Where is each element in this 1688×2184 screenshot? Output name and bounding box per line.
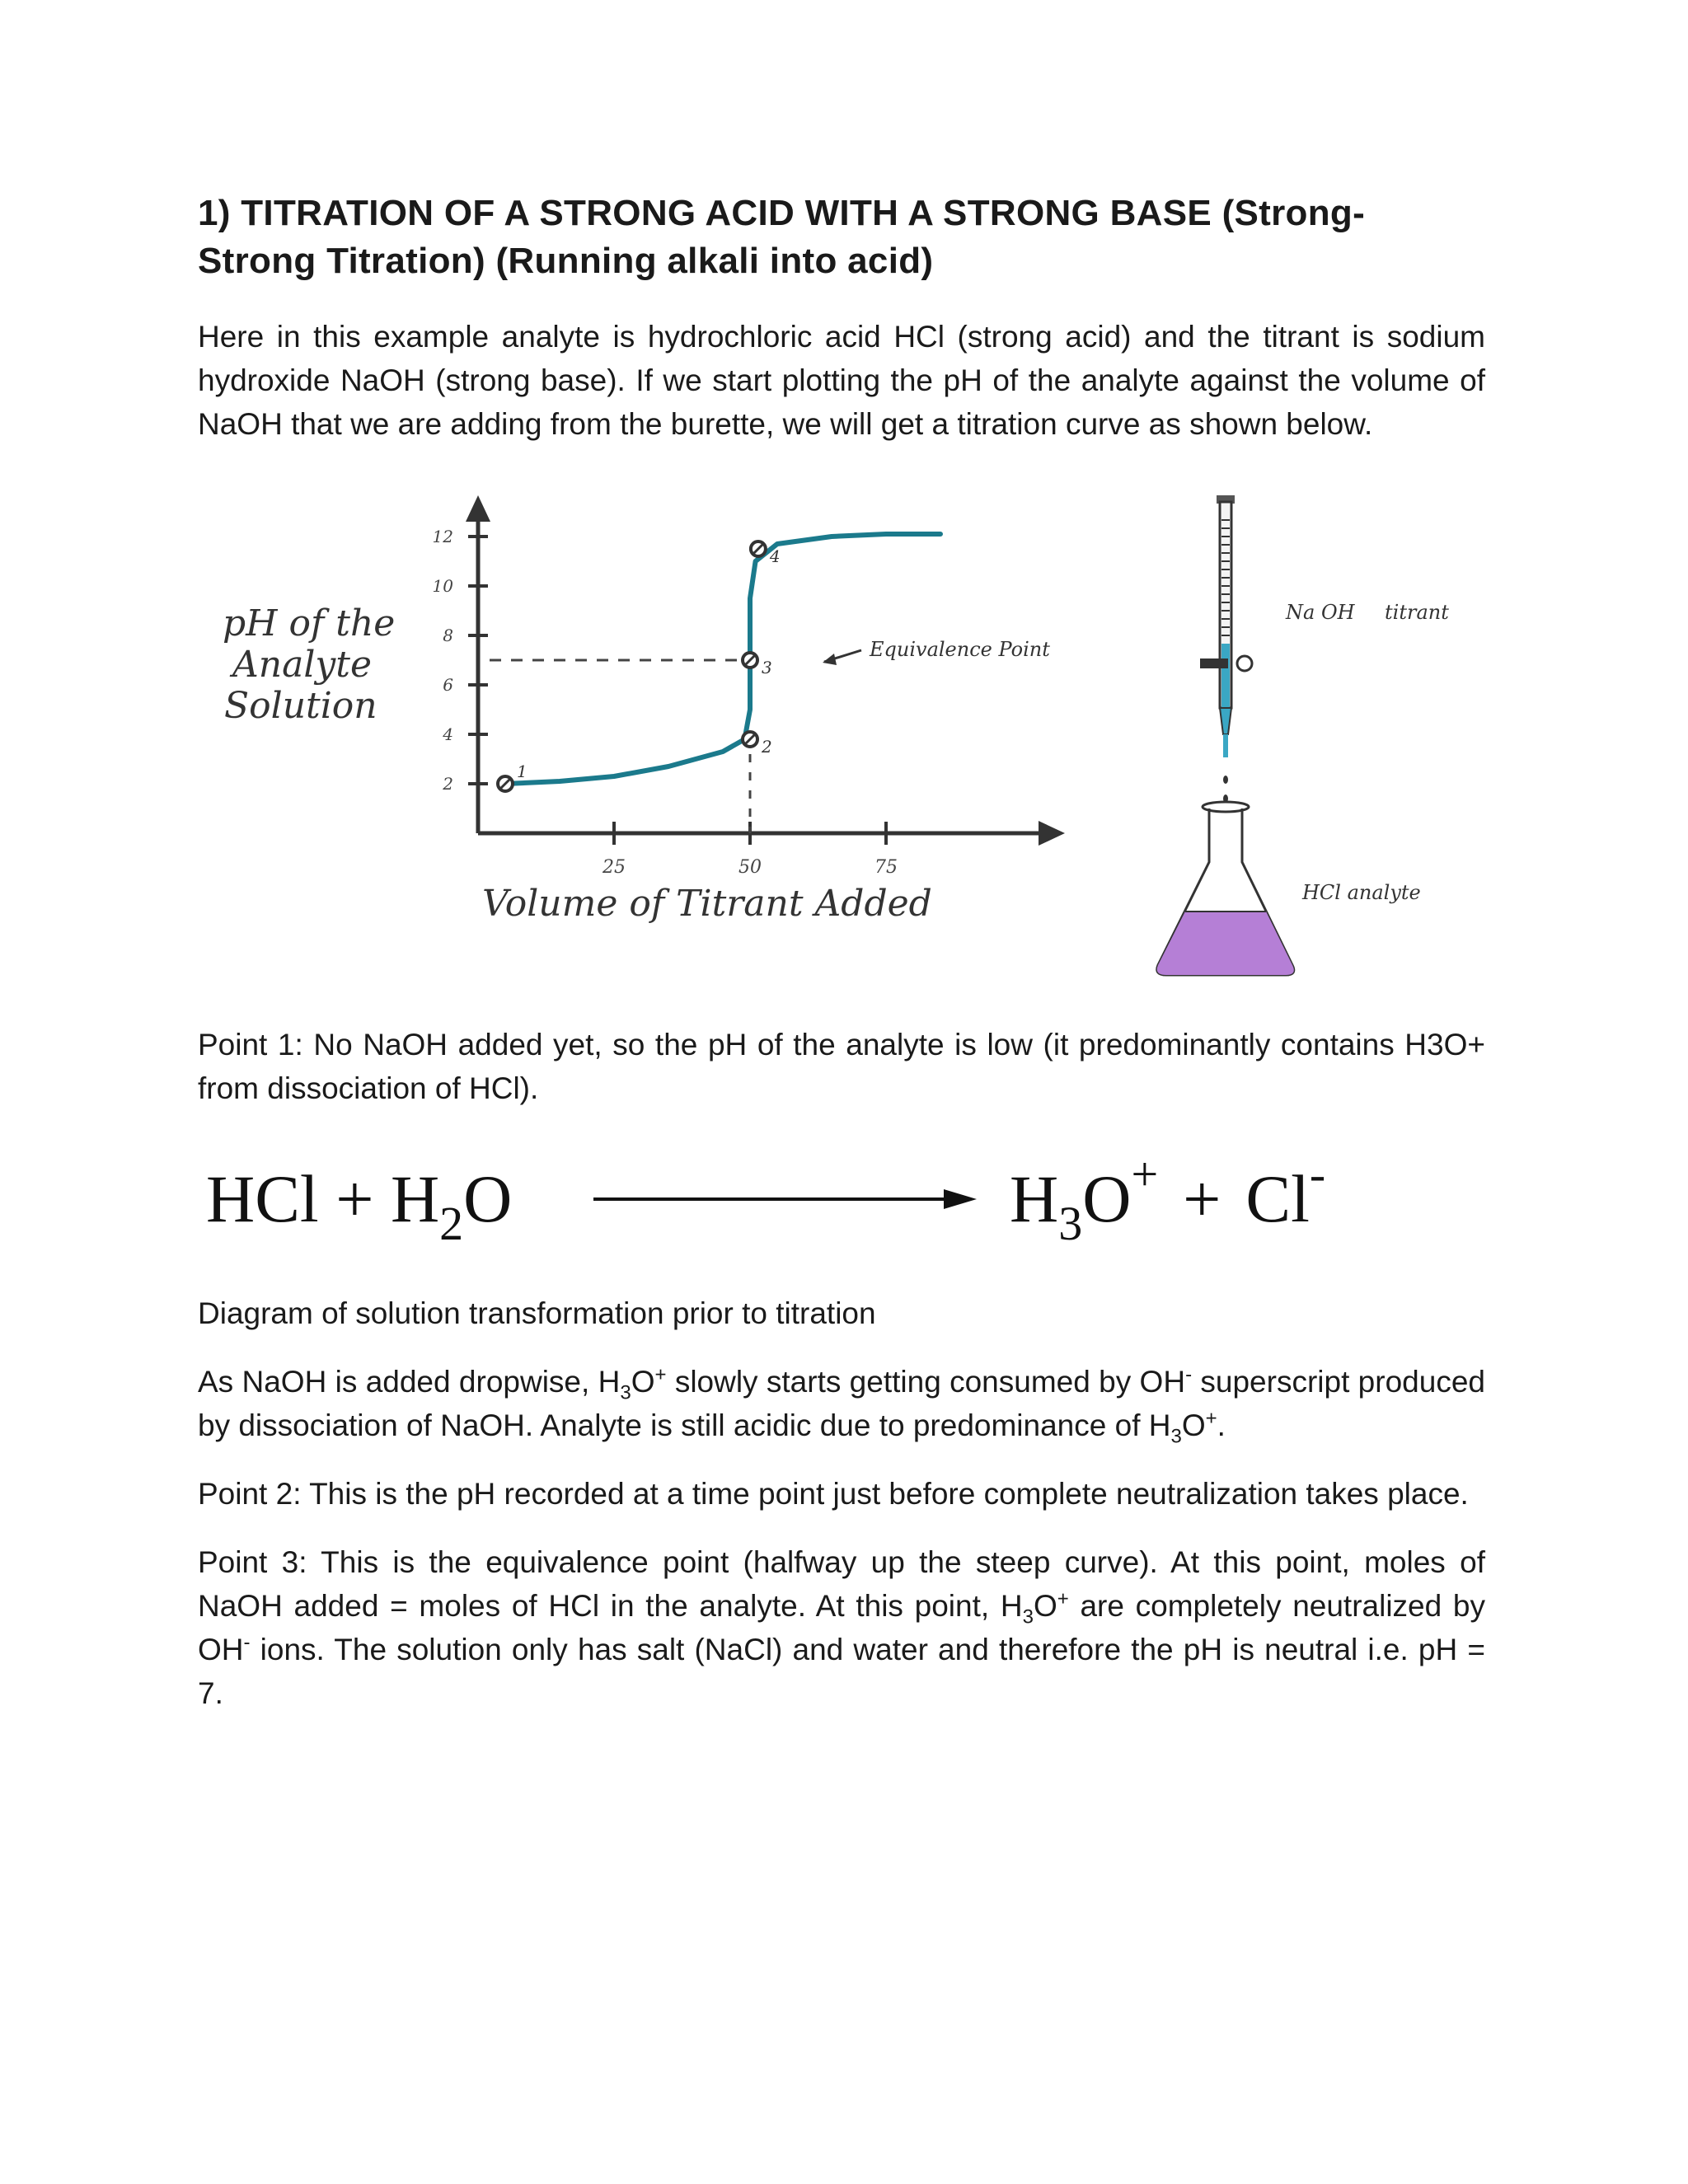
- point-2-paragraph: Point 2: This is the pH recorded at a time point just before complete neutralization takes place.: [198, 1477, 1469, 1511]
- titrant-label: titrant: [1385, 601, 1449, 624]
- equation-plus: +: [1183, 1161, 1221, 1236]
- x-tick-label: 75: [874, 857, 898, 878]
- point-3-paragraph: Point 3: This is the equivalence point (halfway up the steep curve). At this point, moles of NaOH added = moles of HCl in the analyte. At this point, $H_3O^+$ are completely neutralized by OH- ions. The solution only has salt (NaCl) and water and therefore the pH is neutral i.e. pH = 7.: [198, 1545, 1485, 1710]
- equation-lhs-sub: 2: [439, 1197, 464, 1250]
- reaction-arrow-head-icon: [944, 1189, 977, 1209]
- curve-point-label: 3: [762, 658, 772, 677]
- equation-rhs1-sub: 3: [1058, 1197, 1083, 1250]
- equation-rhs1-sup: +: [1131, 1147, 1159, 1201]
- y-tick-label: 10: [432, 576, 453, 596]
- y-axis-label-3: Solution: [224, 685, 377, 727]
- equation-rhs1-o: O: [1082, 1161, 1132, 1236]
- y-tick-label: 4: [443, 724, 453, 744]
- y-axis-label-2: Analyte: [232, 644, 372, 686]
- equation-rhs1: H: [1010, 1161, 1059, 1236]
- y-axis-label-1: pH of the: [223, 602, 396, 644]
- equation-lhs-end: O: [463, 1161, 513, 1236]
- point-1-paragraph: Point 1: No NaOH added yet, so the pH of the analyte is low (it predominantly contains H3O+ from dissociation of HCl).: [198, 1028, 1485, 1105]
- curve-point-label: 4: [769, 546, 781, 566]
- page-title: [198, 190, 1485, 285]
- y-tick-label: 2: [443, 774, 453, 794]
- y-tick-label: 12: [432, 527, 453, 546]
- x-tick-label: 50: [738, 857, 762, 878]
- equation-rhs2-sup: -: [1309, 1147, 1326, 1201]
- equivalence-point-label: Equivalence Point: [870, 638, 1050, 661]
- naoh-label: Na OH: [1286, 601, 1355, 624]
- document-page: [198, 190, 1485, 1740]
- x-axis-label: Volume of Titrant Added: [482, 883, 932, 925]
- titration-figure: [198, 471, 1485, 998]
- curve-points: [498, 541, 781, 791]
- erlenmeyer-flask-icon: [1157, 802, 1294, 975]
- equivalence-arrow-head-icon: [823, 654, 837, 665]
- x-tick-label: 25: [603, 857, 626, 878]
- burette-icon: [1200, 495, 1252, 803]
- dissociation-equation: [198, 1135, 1485, 1275]
- equation-lhs: HCl + H: [206, 1161, 440, 1236]
- equation-caption: Diagram of solution transformation prior to titration: [198, 1296, 876, 1330]
- svg-text:HCl + H2O: [206, 1161, 512, 1250]
- y-axis-arrow-icon: [466, 495, 490, 522]
- y-tick-label: 6: [443, 675, 453, 695]
- y-tick-label: 8: [443, 626, 453, 645]
- curve-point-label: 1: [517, 762, 528, 781]
- equation-graphic: [198, 1135, 1485, 1275]
- curve-point-label: 2: [762, 737, 772, 757]
- equation-rhs2: Cl: [1245, 1161, 1310, 1236]
- intro-paragraph: Here in this example analyte is hydrochloric acid HCl (strong acid) and the titrant is sodium hydroxide NaOH (strong base). If we start plotting the pH of the analyte against the volume of NaOH that we are adding from the burette, we will get a titration curve as shown below.: [198, 320, 1485, 441]
- x-axis-arrow-icon: [1039, 821, 1065, 846]
- dropwise-paragraph: As NaOH is added dropwise, $H_3O^+$ slowly starts getting consumed by OH- superscript produced by dissociation of NaOH. Analyte is still acidic due to predominance of $H_3O^+$.: [198, 1363, 1485, 1448]
- title-line-1: 1) TITRATION OF A STRONG ACID WITH A STRONG BASE (Strong-: [198, 193, 1366, 233]
- svg-text:H3O++Cl-: [1010, 1147, 1325, 1250]
- hcl-analyte-label: HCl analyte: [1302, 881, 1421, 904]
- title-line-2: Strong Titration) (Running alkali into acid): [198, 241, 934, 281]
- titration-curve-chart: [198, 471, 1485, 998]
